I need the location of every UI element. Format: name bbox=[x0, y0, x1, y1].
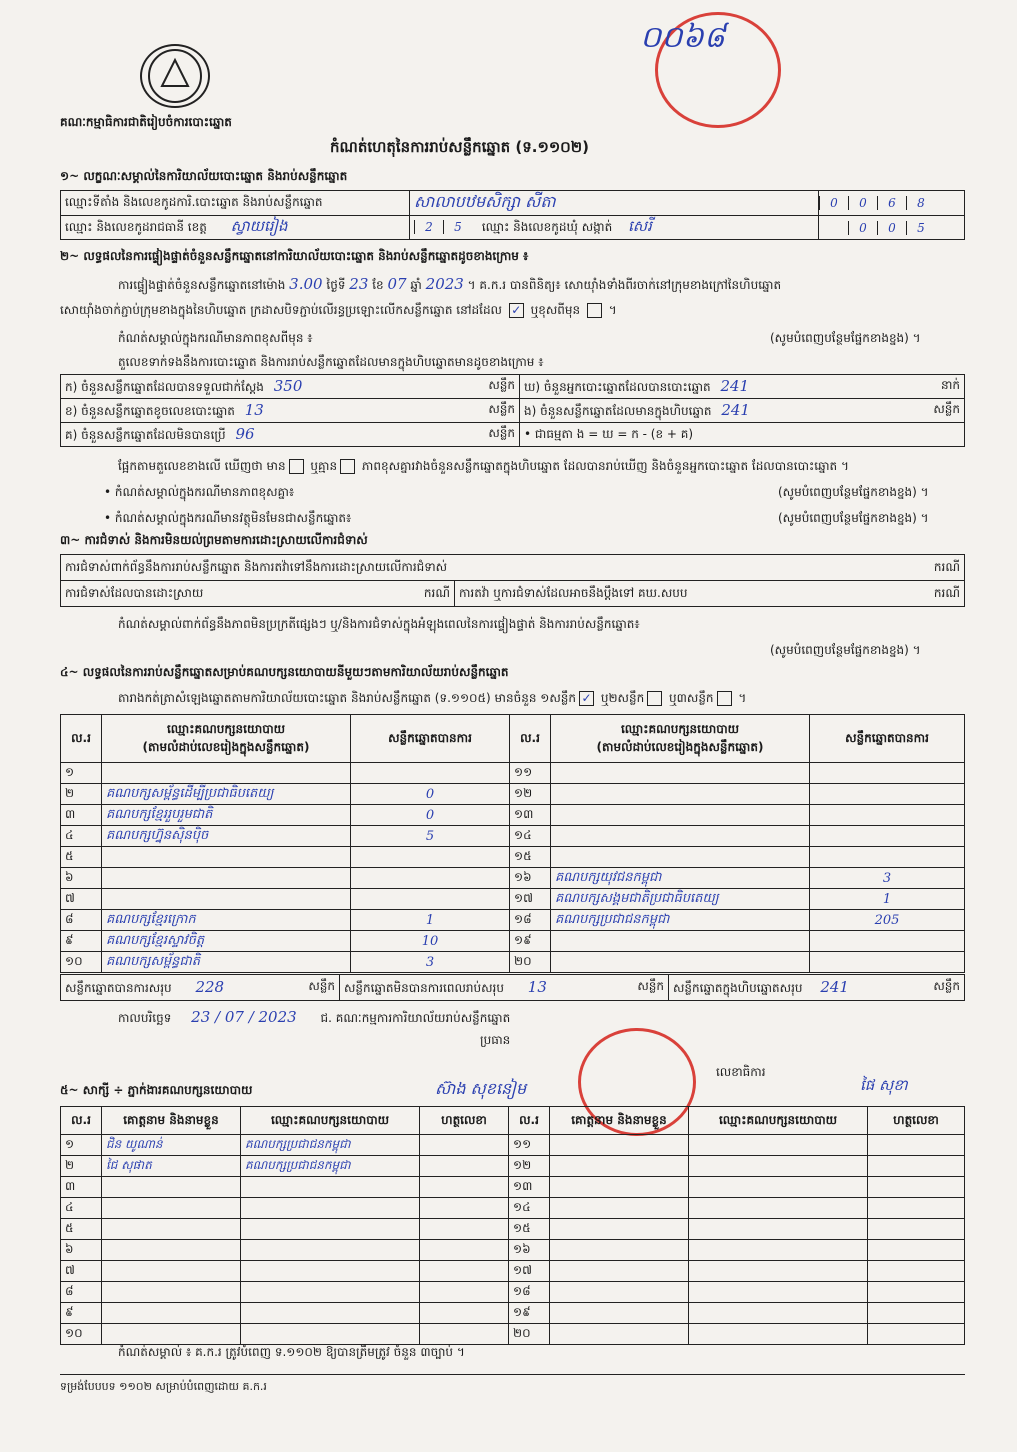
table-row bbox=[61, 1261, 965, 1282]
witness-party bbox=[689, 1156, 868, 1177]
nec-logo bbox=[140, 44, 210, 108]
witness-party bbox=[241, 1303, 420, 1324]
party-name: គណបក្សសង្គមជាតិប្រជាធិបតេយ្យ bbox=[551, 889, 810, 910]
section3-heading: ៣~ ការជំទាស់ និងការមិនយល់ព្រមតាមការដោះស្រាយលើការជំទាស់ bbox=[60, 533, 368, 547]
row-number: ៦ bbox=[61, 868, 102, 889]
row-number: ៨ bbox=[61, 910, 102, 931]
votes-count: 3 bbox=[351, 952, 510, 973]
row2-label: ឈ្មោះ និងលេខកូដរាជធានី ខេត្ត ស្វាយរៀង bbox=[61, 216, 410, 240]
two-sheet-checkbox[interactable] bbox=[647, 691, 662, 706]
party-name bbox=[551, 784, 810, 805]
party-name bbox=[102, 889, 351, 910]
table-row bbox=[61, 826, 965, 847]
signature-cell bbox=[420, 1324, 509, 1345]
row-number: ២០ bbox=[510, 952, 551, 973]
party-name bbox=[551, 847, 810, 868]
votes-count: 1 bbox=[810, 889, 965, 910]
row1-code-1: 0 bbox=[819, 196, 848, 210]
different-checkbox[interactable] bbox=[587, 303, 602, 318]
witness-name bbox=[102, 1240, 241, 1261]
table-row bbox=[61, 1240, 965, 1261]
row-number: ២០ bbox=[509, 1324, 550, 1345]
votes-count bbox=[810, 826, 965, 847]
document-title: កំណត់ហេតុនៃការរាប់សន្លឹកឆ្នោត (ទ.១១០២) bbox=[330, 138, 590, 156]
row-number: ៣ bbox=[61, 805, 102, 826]
row-number: ១៨ bbox=[510, 910, 551, 931]
row-number: ១២ bbox=[509, 1156, 550, 1177]
row2-code-2: 5 bbox=[443, 220, 472, 234]
witness-name bbox=[102, 1219, 241, 1240]
party-name bbox=[102, 847, 351, 868]
discrepancy-no[interactable] bbox=[340, 459, 355, 474]
witness-name bbox=[550, 1324, 689, 1345]
section4-intro: តារាងកត់ត្រាសំឡេងឆ្នោតតាមការិយាល័យបោះឆ្នោត និងរាប់សន្លឹកឆ្នោត (ទ.១១០៥) មានចំនួន ១សន្លឹក ✓ ឬ២សន្លឹក ឬ៣សន្លឹក ។ bbox=[118, 691, 747, 705]
party-name: គណបក្សខ្មែរក្រោក bbox=[102, 910, 351, 931]
witness-name bbox=[102, 1177, 241, 1198]
section2-heading: ២~ លទ្ធផលនៃការផ្ទៀងផ្ទាត់ចំនួនសន្លឹកឆ្នោតនៅការិយាល័យបោះឆ្នោត និងរាប់សន្លឹកឆ្នោតដូចខាងក្រោម ៖ bbox=[60, 249, 529, 263]
row1-code-4: 8 bbox=[906, 196, 935, 210]
row-number: ៧ bbox=[61, 889, 102, 910]
signature-cell bbox=[420, 1261, 509, 1282]
totals-row: សន្លឹកឆ្នោតបានការសរុប 228 សន្លឹក សន្លឹកឆ្នោតមិនបានការពេលរាប់សរុប 13 សន្លឹក សន្លឹកឆ្នោតក្នុងហិបឆ្នោតសរុប 241 សន្លឹក bbox=[60, 974, 965, 1001]
section2-para2: សោយ៉ាំងចាក់ភ្ជាប់ក្រុមខាងក្នុងនៃហិបឆ្នោត ក្រដាសបិទភ្ជាប់លើរន្ធប្រឡោះលើកសន្លឹកឆ្នោត នៅដដែល ✓ ឬខុសពីមុន ។ bbox=[60, 303, 617, 317]
row-number: ៩ bbox=[61, 931, 102, 952]
witness-name bbox=[550, 1198, 689, 1219]
row-number: ២ bbox=[61, 1156, 102, 1177]
witness-party bbox=[241, 1282, 420, 1303]
top-handwritten-number: ០០៦៨ bbox=[640, 20, 725, 55]
witness-name: ជៃ សុផាត bbox=[102, 1156, 241, 1177]
signature-cell bbox=[868, 1198, 965, 1219]
row-number: ៨ bbox=[61, 1282, 102, 1303]
table-row bbox=[61, 1282, 965, 1303]
org-name: គណៈកម្មាធិការជាតិរៀបចំការបោះឆ្នោត bbox=[60, 115, 232, 129]
witness-party bbox=[241, 1198, 420, 1219]
votes-count bbox=[810, 805, 965, 826]
party-name: គណបក្សហ្វ៊ុនស៊ិនប៉ិច bbox=[102, 826, 351, 847]
party-name: គណបក្សប្រជាជនកម្ពុជា bbox=[551, 910, 810, 931]
row2b-code-3: 5 bbox=[906, 221, 935, 235]
votes-count bbox=[810, 952, 965, 973]
party-name: គណបក្សសម្ព័ន្ធដើម្បីប្រជាធិបតេយ្យ bbox=[102, 784, 351, 805]
party-name bbox=[551, 763, 810, 784]
table-row bbox=[61, 931, 965, 952]
row1-label: ឈ្មោះទីតាំង និងលេខកូដការិ.បោះឆ្នោត និងរាប់សន្លឹកឆ្នោត bbox=[61, 191, 410, 216]
table-row bbox=[61, 889, 965, 910]
witness-table: ល.រ គោត្តនាម និងនាមខ្លួន ឈ្មោះគណបក្សនយោបាយ ហត្ថលេខា ល.រ គោត្តនាម និងនាមខ្លួន ឈ្មោះគណបក្សនយោបាយ ហត្ថលេខា ១ ជិន យូណាន់ គណបក្សប្រជាជនកម្ពុជា ១១ ២ ជៃ សុផាត គណបក្សប្រជាជនកម្ពុជា ១២ ៣ ១៣ ៤ ១៤ ៥ ១៥ ៦ ១៦ ៧ ១៧ ៨ ១៨ ៩ ១៩ ១០ ២០ bbox=[60, 1106, 965, 1345]
party-name: គណបក្សសម្ព័ន្ធជាតិ bbox=[102, 952, 351, 973]
row-number: ១១ bbox=[510, 763, 551, 784]
party-name bbox=[551, 952, 810, 973]
signature-cell bbox=[868, 1282, 965, 1303]
row-number: ១៩ bbox=[510, 931, 551, 952]
row1-value: សាលាបឋមសិក្សា សីតា bbox=[410, 191, 819, 216]
one-sheet-checkbox[interactable]: ✓ bbox=[579, 691, 594, 706]
witness-name bbox=[102, 1324, 241, 1345]
row2-b: 2 5 ឈ្មោះ និងលេខកូដឃុំ សង្កាត់ សេរី bbox=[410, 216, 819, 240]
date-line: កាលបរិច្ឆេទ 23 / 07 / 2023 ជ. គណៈកម្មការការិយាល័យរាប់សន្លឹកឆ្នោត bbox=[118, 1008, 511, 1026]
signature-cell bbox=[420, 1198, 509, 1219]
votes-count: 3 bbox=[810, 868, 965, 889]
row-number: ១៦ bbox=[509, 1240, 550, 1261]
witness-party bbox=[689, 1240, 868, 1261]
witness-party bbox=[241, 1240, 420, 1261]
party-name: គណបក្សយុវជនកម្ពុជា bbox=[551, 868, 810, 889]
party-name: គណបក្សខ្មែររួបរួមជាតិ bbox=[102, 805, 351, 826]
witness-party bbox=[241, 1261, 420, 1282]
party-name bbox=[551, 931, 810, 952]
section2-note: កំណត់សម្គាល់ក្នុងករណីមានភាពខុសពីមុន ៖ bbox=[118, 331, 313, 345]
table-row bbox=[61, 1303, 965, 1324]
form-footer: ទម្រង់បែបបទ ១១០២ សម្រាប់បំពេញដោយ គ.ក.រ bbox=[60, 1380, 267, 1393]
signature-cell bbox=[868, 1156, 965, 1177]
votes-count bbox=[810, 931, 965, 952]
row-number: ៥ bbox=[61, 847, 102, 868]
signature-cell bbox=[420, 1135, 509, 1156]
witness-party bbox=[689, 1177, 868, 1198]
section5-heading: ៥~ សាក្សី ÷ ភ្នាក់ងារគណបក្សនយោបាយ bbox=[60, 1083, 253, 1097]
table-row bbox=[61, 784, 965, 805]
table-row bbox=[61, 1135, 965, 1156]
row-number: ៩ bbox=[61, 1303, 102, 1324]
row2-value-b: សេរី bbox=[628, 216, 652, 235]
witness-name bbox=[550, 1240, 689, 1261]
signature-cell bbox=[420, 1156, 509, 1177]
row-number: ១៧ bbox=[510, 889, 551, 910]
witness-name bbox=[102, 1303, 241, 1324]
same-checkbox[interactable]: ✓ bbox=[509, 303, 524, 318]
signature-cell bbox=[420, 1240, 509, 1261]
section3-table: ការជំទាស់ពាក់ព័ន្ធនឹងការរាប់សន្លឹកឆ្នោត និងការតវ៉ាទៅនឹងការដោះស្រាយលើការជំទាស់ ករណី ការជំទាស់ដែលបានដោះស្រាយ ករណី ការតវ៉ា ឬការជំទាស់ដែលអាចនឹងប្តឹងទៅ គឃ.សបប ករណី bbox=[60, 554, 965, 607]
signature-cell bbox=[868, 1219, 965, 1240]
row-number: ១៤ bbox=[510, 826, 551, 847]
row2-code-1: 2 bbox=[414, 220, 443, 234]
row-number: ៤ bbox=[61, 826, 102, 847]
discrepancy-yes[interactable] bbox=[289, 459, 304, 474]
votes-count: 1 bbox=[351, 910, 510, 931]
row-number: ១៦ bbox=[510, 868, 551, 889]
witness-party bbox=[689, 1219, 868, 1240]
row-number: ១០ bbox=[61, 952, 102, 973]
document-page: គណៈកម្មាធិការជាតិរៀបចំការបោះឆ្នោត ០០៦៨ កំណត់ហេតុនៃការរាប់សន្លឹកឆ្នោត (ទ.១១០២) ១~ លក្ខណៈសម្គាល់នៃការិយាល័យបោះឆ្នោត និងរាប់សន្លឹកឆ្នោត ឈ្មោះទីតាំង និងលេខកូដការិ.បោះឆ្នោត និងរាប់សន្លឹកឆ្នោត សាលាបឋមសិក្សា សីតា 0 0 6 8 ឈ្មោះ និងលេខកូដរាជធានី ខេត្ត ស្វាយរៀង 2 5 ឈ្មោះ និងលេខកូដឃុំ សង្កាត់ សេរី 0 0 5 ២~ លទ្ធផលនៃការផ្ទៀងផ្ទាត់ចំនួនសន្លឹកឆ្នោតនៅការិយាល័យបោះឆ្នោត និងរាប់សន្លឹកឆ្នោតដូចខាងក្រោម ៖ ការផ្ទៀងផ្ទាត់ចំនួនសន្លឹកឆ្នោតនៅម៉ោង 3.00 ថ្ងៃទី 23 ខែ 07 ឆ្នាំ 2023 ។ គ.ក.រ បានពិនិត្យ៖ សោយ៉ាំងទាំងពីរចាក់នៅក្រុមខាងក្រៅនៃហិបឆ្នោត សោយ៉ាំងចាក់ភ្ជាប់ក្រុមខាងក្នុងនៃហិបឆ្នោត ក្រដាសបិទភ្ជាប់លើរន្ធប្រឡោះលើកសន្លឹកឆ្នោត នៅដដែល ✓ ឬខុសពីមុន ។ កំណត់សម្គាល់ក្នុងករណីមានភាពខុសពីមុន ៖ (សូមបំពេញបន្ថែមផ្នែកខាងខ្នង) ។ តួលេខទាក់ទងនឹងការបោះឆ្នោត និងការរាប់សន្លឹកឆ្នោតដែលមានក្នុងហិបឆ្នោតមានដូចខាងក្រោម ៖ ក) ចំនួនសន្លឹកឆ្នោតដែលបានទទួលជាក់ស្តែង 350 សន្លឹក ឃ) ចំនួនអ្នកបោះឆ្នោតដែលបានបោះឆ្នោត 241 នាក់ ខ) ចំនួនសន្លឹកឆ្នោតខូចលេខបោះឆ្នោត 13 សន្លឹក ង) ចំនួនសន្លឹកឆ្នោតដែលមានក្នុងហិបឆ្នោត 241 សន្លឹក គ) ចំនួនសន្លឹកឆ្នោតដែលមិនបានប្រើ 96 សន្លឹក • ជាធម្មតា ង = ឃ = ក - (ខ + គ) ផ្អែកតាមតួលេខខាងលើ ឃើញថា មាន ឬគ្មាន ភាពខុសគ្នារវាងចំនួនសន្លឹកឆ្នោតក្នុងហិបឆ្នោត ដែលបានរាប់ឃើញ និងចំនួនអ្នកបោះឆ្នោត ដែលបានបោះឆ្នោត ។ • កំណត់សម្គាល់ក្នុងករណីមានភាពខុសគ្នា៖ (សូមបំពេញបន្ថែមផ្នែកខាងខ្នង) ។ • កំណត់សម្គាល់ក្នុងករណីមានវត្ថុមិនមែនជាសន្លឹកឆ្នោត៖ (សូមបំពេញបន្ថែមផ្នែកខាងខ្នង) ។ ៣~ ការជំទាស់ និងការមិនយល់ព្រមតាមការដោះស្រាយលើការជំទាស់ ការជំទាស់ពាក់ព័ន្ធនឹងការរាប់សន្លឹកឆ្នោត និងការតវ៉ាទៅនឹងការដោះស្រាយលើការជំទាស់ ករណី ការជំទាស់ដែលបានដោះស្រាយ ករណី ការតវ៉ា ឬការជំទាស់ដែលអាចនឹងប្តឹងទៅ គឃ.សបប ករណី កំណត់សម្គាល់ពាក់ព័ន្ធនឹងភាពមិនប្រក្រតីផ្សេងៗ ឬ/និងការជំទាស់ក្នុងអំឡុងពេលនៃការផ្ទៀងផ្ទាត់ និងការរាប់សន្លឹកឆ្នោត៖ (សូមបំពេញបន្ថែមផ្នែកខាងខ្នង) ។ ៤~ លទ្ធផលនៃការរាប់សន្លឹកឆ្នោតសម្រាប់គណបក្សនយោបាយនីមួយៗតាមការិយាល័យរាប់សន្លឹកឆ្នោត តារាងកត់ត្រាសំឡេងឆ្នោតតាមការិយាល័យបោះឆ្នោត និងរាប់សន្លឹកឆ្នោត (ទ.១១០៥) មានចំនួន ១សន្លឹក ✓ ឬ២សន្លឹក ឬ៣សន្លឹក ។ ល.រ ឈ្មោះគណបក្សនយោបាយ (តាមលំដាប់លេខរៀងក្នុងសន្លឹកឆ្នោត) សន្លឹកឆ្នោតបានការ ល.រ ឈ្មោះគណបក្សនយោបាយ (តាមលំដាប់លេខរៀងក្នុងសន្លឹកឆ្នោត) សន្លឹកឆ្នោតបានការ ១ ១១ ២ គណបក្សសម្ព័ន្ធដើម្បីប្រជាធិបតេយ្យ 0 ១២ ៣ គណបក្សខ្មែររួបរួមជាតិ 0 ១៣ ៤ គណបក្សហ្វ៊ុនស៊ិនប៉ិច 5 ១៤ ៥ ១៥ ៦ ១៦ គណបក្សយុវជនកម្ពុជា 3 ៧ ១៧ គណបក្សសង្គមជាតិប្រជាធិបតេយ្យ 1 ៨ គណបក្សខ្មែរក្រោក 1 ១៨ គណបក្សប្រជាជនកម្ពុជា 205 ៩ គណបក្សខ្មែរស្ទាវចិត្ត 10 ១៩ ១០ គណបក្សសម្ព័ន្ធជាតិ 3 ២០ សន្លឹកឆ្នោតបានការសរុប 228 សន្លឹក សន្លឹកឆ្នោតមិនបានការពេលរាប់សរុប 13 សន្លឹក សន្លឹកឆ្នោតក្នុងហិបឆ្នោតសរុប 241 សន្លឹក កាលបរិច្ឆេទ 23 / 07 / 2023 ជ. គណៈកម្មការការិយាល័យរាប់សន្លឹកឆ្នោត ប្រធាន លេខាធិការ ស៊ាង សុខនៀម ផៃ សុខា ៥~ សាក្សី ÷ ភ្នាក់ងារគណបក្សនយោបាយ ល.រ គោត្តនាម និងនាមខ្លួន ឈ្មោះគណបក្សនយោបាយ ហត្ថលេខា ល.រ គោត្តនាម និងនាមខ្លួន ឈ្មោះគណបក្សនយោបាយ ហត្ថលេខា ១ ជិន យូណាន់ គណបក្សប្រជាជនកម្ពុជា ១១ ២ ជៃ សុផាត គណបក្សប្រជាជនកម្ពុជា ១២ ៣ ១៣ ៤ ១៤ ៥ ១៥ ៦ ១៦ ៧ ១៧ ៨ ១៨ ៩ ១៩ ១០ ២០ កំណត់សម្គាល់ ៖ គ.ក.រ ត្រូវបំពេញ ទ.១១០២ ឱ្យបានត្រឹមត្រូវ ចំនួន ៣ច្បាប់ ។ ទម្រង់បែបបទ ១១០២ សម្រាប់បំពេញដោយ គ.ក.រ bbox=[0, 0, 1017, 1452]
row-number: ១ bbox=[61, 1135, 102, 1156]
signature-cell bbox=[420, 1282, 509, 1303]
section2-intro: តួលេខទាក់ទងនឹងការបោះឆ្នោត និងការរាប់សន្លឹកឆ្នោតដែលមានក្នុងហិបឆ្នោតមានដូចខាងក្រោម ៖ bbox=[118, 355, 544, 369]
discrepancy-line: ផ្អែកតាមតួលេខខាងលើ ឃើញថា មាន ឬគ្មាន ភាពខុសគ្នារវាងចំនួនសន្លឹកឆ្នោតក្នុងហិបឆ្នោត ដែលបានរាប់ឃើញ និងចំនួនអ្នកបោះឆ្នោត ដែលបានបោះឆ្នោត ។ bbox=[118, 459, 849, 473]
row-number: ៧ bbox=[61, 1261, 102, 1282]
table-row bbox=[61, 805, 965, 826]
votes-count: 0 bbox=[351, 805, 510, 826]
row-number: ១៥ bbox=[509, 1219, 550, 1240]
row-number: ១៣ bbox=[510, 805, 551, 826]
witness-party: គណបក្សប្រជាជនកម្ពុជា bbox=[241, 1135, 420, 1156]
witness-name bbox=[550, 1282, 689, 1303]
table-row bbox=[61, 1219, 965, 1240]
row2-value: ស្វាយរៀង bbox=[230, 216, 288, 235]
witness-name bbox=[550, 1261, 689, 1282]
signature-cell bbox=[420, 1219, 509, 1240]
votes-count: 205 bbox=[810, 910, 965, 931]
secretary-signature: ផៃ សុខា bbox=[860, 1076, 908, 1094]
votes-count bbox=[351, 763, 510, 784]
row2b-code-2: 0 bbox=[877, 221, 906, 235]
row-number: ១ bbox=[61, 763, 102, 784]
row-number: ១១ bbox=[509, 1135, 550, 1156]
witness-name bbox=[550, 1156, 689, 1177]
table-row bbox=[61, 868, 965, 889]
votes-count bbox=[810, 847, 965, 868]
witness-name bbox=[550, 1135, 689, 1156]
row-number: ៤ bbox=[61, 1198, 102, 1219]
party-name bbox=[102, 868, 351, 889]
votes-count bbox=[351, 889, 510, 910]
table-row bbox=[61, 1156, 965, 1177]
party-name bbox=[551, 805, 810, 826]
witness-party bbox=[689, 1198, 868, 1219]
party-name bbox=[551, 826, 810, 847]
witness-party bbox=[241, 1177, 420, 1198]
section1-heading: ១~ លក្ខណៈសម្គាល់នៃការិយាល័យបោះឆ្នោត និងរាប់សន្លឹកឆ្នោត bbox=[60, 169, 348, 183]
signature-cell bbox=[420, 1177, 509, 1198]
row-number: ១៨ bbox=[509, 1282, 550, 1303]
witness-name bbox=[550, 1303, 689, 1324]
row-number: ១៣ bbox=[509, 1177, 550, 1198]
chair-signature: ស៊ាង សុខនៀម bbox=[435, 1079, 527, 1098]
row-number: ១៧ bbox=[509, 1261, 550, 1282]
witness-party bbox=[689, 1282, 868, 1303]
signature-cell bbox=[868, 1303, 965, 1324]
party-name bbox=[102, 763, 351, 784]
votes-count: 5 bbox=[351, 826, 510, 847]
signature-cell bbox=[868, 1261, 965, 1282]
witness-name: ជិន យូណាន់ bbox=[102, 1135, 241, 1156]
section4-heading: ៤~ លទ្ធផលនៃការរាប់សន្លឹកឆ្នោតសម្រាប់គណបក្សនយោបាយនីមួយៗតាមការិយាល័យរាប់សន្លឹកឆ្នោត bbox=[60, 665, 509, 679]
witness-name bbox=[102, 1282, 241, 1303]
results-table: ល.រ ឈ្មោះគណបក្សនយោបាយ (តាមលំដាប់លេខរៀងក្នុងសន្លឹកឆ្នោត) សន្លឹកឆ្នោតបានការ ល.រ ឈ្មោះគណបក្សនយោបាយ (តាមលំដាប់លេខរៀងក្នុងសន្លឹកឆ្នោត) សន្លឹកឆ្នោតបានការ ១ ១១ ២ គណបក្សសម្ព័ន្ធដើម្បីប្រជាធិបតេយ្យ 0 ១២ ៣ គណបក្សខ្មែររួបរួមជាតិ 0 ១៣ ៤ គណបក្សហ្វ៊ុនស៊ិនប៉ិច 5 ១៤ ៥ ១៥ ៦ ១៦ គណបក្សយុវជនកម្ពុជា 3 ៧ ១៧ គណបក្សសង្គមជាតិប្រជាធិបតេយ្យ 1 ៨ គណបក្សខ្មែរក្រោក 1 ១៨ គណបក្សប្រជាជនកម្ពុជា 205 ៩ គណបក្សខ្មែរស្ទាវចិត្ត 10 ១៩ ១០ គណបក្សសម្ព័ន្ធជាតិ 3 ២០ bbox=[60, 714, 965, 973]
table-row bbox=[61, 847, 965, 868]
signature-cell bbox=[868, 1240, 965, 1261]
row-number: ៦ bbox=[61, 1240, 102, 1261]
footnote: កំណត់សម្គាល់ ៖ គ.ក.រ ត្រូវបំពេញ ទ.១១០២ ឱ្យបានត្រឹមត្រូវ ចំនួន ៣ច្បាប់ ។ bbox=[118, 1345, 465, 1359]
witness-party bbox=[689, 1261, 868, 1282]
table-row bbox=[61, 910, 965, 931]
party-name: គណបក្សខ្មែរស្ទាវចិត្ត bbox=[102, 931, 351, 952]
votes-count: 0 bbox=[351, 784, 510, 805]
row-number: ៣ bbox=[61, 1177, 102, 1198]
signature-cell bbox=[868, 1324, 965, 1345]
row1-code-2: 0 bbox=[848, 196, 877, 210]
witness-name bbox=[102, 1198, 241, 1219]
row-number: ៥ bbox=[61, 1219, 102, 1240]
row-number: ១០ bbox=[61, 1324, 102, 1345]
witness-party bbox=[241, 1219, 420, 1240]
row1-code-3: 6 bbox=[877, 196, 906, 210]
row-number: ១២ bbox=[510, 784, 551, 805]
votes-count: 10 bbox=[351, 931, 510, 952]
witness-party bbox=[689, 1135, 868, 1156]
votes-count bbox=[351, 847, 510, 868]
witness-party bbox=[689, 1303, 868, 1324]
three-sheet-checkbox[interactable] bbox=[717, 691, 732, 706]
votes-count bbox=[351, 868, 510, 889]
table-row bbox=[61, 1177, 965, 1198]
section1-table bbox=[60, 190, 965, 240]
witness-party bbox=[241, 1324, 420, 1345]
section2-figures-table: ក) ចំនួនសន្លឹកឆ្នោតដែលបានទទួលជាក់ស្តែង 350 សន្លឹក ឃ) ចំនួនអ្នកបោះឆ្នោតដែលបានបោះឆ្នោត 241 នាក់ ខ) ចំនួនសន្លឹកឆ្នោតខូចលេខបោះឆ្នោត 13 សន្លឹក ង) ចំនួនសន្លឹកឆ្នោតដែលមានក្នុងហិបឆ្នោត 241 សន្លឹក គ) ចំនួនសន្លឹកឆ្នោតដែលមិនបានប្រើ 96 សន្លឹក • ជាធម្មតា ង = ឃ = ក - (ខ + គ) bbox=[60, 374, 965, 447]
votes-count bbox=[810, 763, 965, 784]
votes-count bbox=[810, 784, 965, 805]
table-row bbox=[61, 952, 965, 973]
row-number: ១៥ bbox=[510, 847, 551, 868]
signature-cell bbox=[868, 1177, 965, 1198]
row2b-code-1: 0 bbox=[848, 221, 877, 235]
row-number: ២ bbox=[61, 784, 102, 805]
table-row bbox=[61, 1198, 965, 1219]
row-number: ១៩ bbox=[509, 1303, 550, 1324]
witness-name bbox=[102, 1261, 241, 1282]
table-row bbox=[61, 1324, 965, 1345]
signature-cell bbox=[868, 1135, 965, 1156]
witness-party bbox=[689, 1324, 868, 1345]
signature-cell bbox=[420, 1303, 509, 1324]
witness-name bbox=[550, 1177, 689, 1198]
witness-party: គណបក្សប្រជាជនកម្ពុជា bbox=[241, 1156, 420, 1177]
witness-name bbox=[550, 1219, 689, 1240]
section2-para1: ការផ្ទៀងផ្ទាត់ចំនួនសន្លឹកឆ្នោតនៅម៉ោង 3.00 ថ្ងៃទី 23 ខែ 07 ឆ្នាំ 2023 ។ គ.ក.រ បានពិនិត្យ៖ សោយ៉ាំងទាំងពីរចាក់នៅក្រុមខាងក្រៅនៃហិបឆ្នោត bbox=[118, 275, 782, 293]
row-number: ១៤ bbox=[509, 1198, 550, 1219]
table-row bbox=[61, 763, 965, 784]
